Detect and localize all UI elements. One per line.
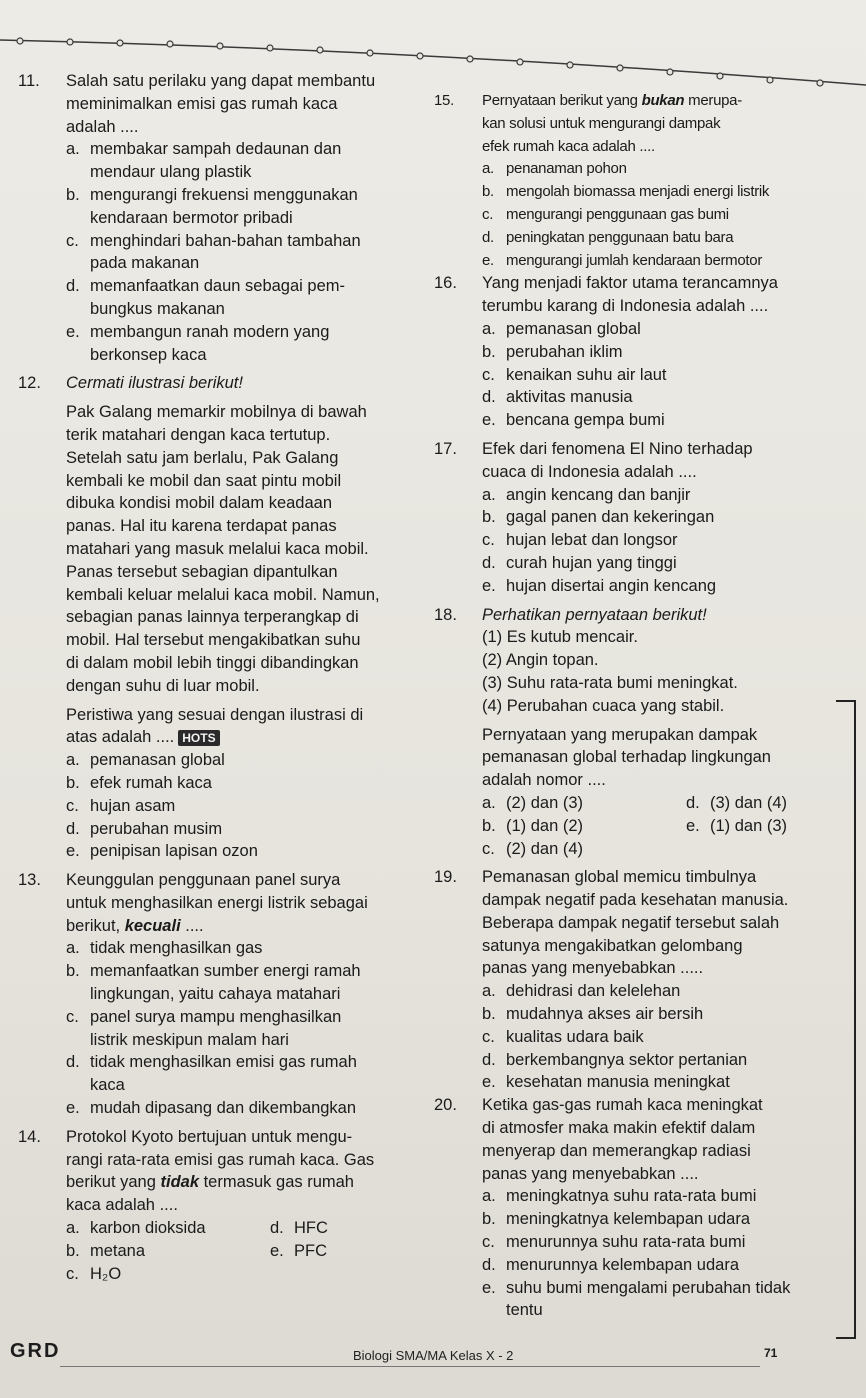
option-row: [482, 792, 825, 815]
option-text: panel surya mampu menghasilkan: [90, 1007, 342, 1026]
option-text: listrik meskipun malam hari: [90, 1030, 289, 1049]
question-number: 11.: [18, 72, 40, 90]
stem-line: untuk menghasilkan energi listrik sebagai: [66, 893, 368, 912]
option-letter: d.: [482, 388, 496, 407]
statement-list: [482, 626, 825, 717]
stem-line: meminimalkan emisi gas rumah kaca: [66, 94, 338, 113]
option-a[interactable]: [66, 749, 422, 772]
question-13: [12, 869, 422, 1120]
statement-text: Suhu rata-rata bumi meningkat.: [506, 673, 738, 692]
option-e[interactable]: [482, 1277, 825, 1323]
option-text: efek rumah kaca: [90, 773, 212, 792]
stem-line: Beberapa dampak negatif tersebut salah: [482, 913, 780, 932]
option-letter: a.: [482, 319, 496, 338]
statement-item: [482, 649, 825, 672]
option-text: berkembangnya sektor pertanian: [506, 1050, 748, 1069]
option-c[interactable]: [66, 1263, 422, 1286]
para-line: matahari yang masuk melalui kaca mobil.: [66, 539, 369, 558]
option-e[interactable]: [66, 840, 422, 863]
question-stem: [482, 724, 825, 792]
option-letter: e.: [270, 1241, 284, 1260]
page-side-frame: [836, 700, 856, 1339]
option-text: pada makanan: [90, 254, 200, 273]
option-letter: d.: [66, 819, 80, 838]
question-stem: [482, 272, 825, 318]
option-letter: e.: [66, 322, 80, 341]
option-b[interactable]: [482, 341, 825, 364]
option-letter: c.: [66, 231, 79, 250]
para-line: Pak Galang memarkir mobilnya di bawah: [66, 403, 367, 422]
question-number: 12.: [18, 374, 41, 393]
option-c[interactable]: [482, 529, 825, 552]
stem-line: atas adalah ....: [66, 728, 175, 747]
question-number: 19.: [434, 868, 457, 887]
option-text: menurunnya suhu rata-rata bumi: [506, 1233, 746, 1252]
question-title: Cermati ilustrasi berikut!: [66, 374, 243, 393]
option-d[interactable]: [482, 1254, 825, 1277]
stem-line: menyerap dan memerangkap radiasi: [482, 1141, 751, 1160]
brand-logo: GRD: [10, 1340, 61, 1362]
option-text: H₂O: [90, 1264, 122, 1283]
option-b[interactable]: [482, 181, 825, 204]
para-line: kembali ke mobil dan saat pintu mobil: [66, 471, 342, 490]
option-letter: b.: [66, 1241, 80, 1260]
option-text: berkonsep kaca: [90, 345, 207, 364]
option-c[interactable]: [66, 1006, 422, 1052]
hots-badge: HOTS: [178, 730, 219, 746]
option-text: membangun ranah modern yang: [90, 322, 330, 341]
option-letter: c.: [66, 1007, 79, 1026]
stem-line: panas yang menyebabkan .....: [482, 959, 704, 978]
option-letter: a.: [66, 1219, 80, 1238]
option-text: (1) dan (3): [710, 816, 788, 835]
option-d[interactable]: [482, 1049, 825, 1072]
option-d[interactable]: [482, 386, 825, 409]
option-a[interactable]: [482, 318, 825, 341]
option-letter: c.: [482, 1027, 495, 1046]
option-text: memanfaatkan sumber energi ramah: [90, 962, 361, 981]
option-letter: b.: [482, 816, 496, 835]
question-stem: [482, 90, 825, 158]
option-text: hujan disertai angin kencang: [506, 576, 717, 595]
question-number: 14.: [18, 1127, 41, 1146]
option-b[interactable]: [482, 1208, 825, 1231]
option-d[interactable]: [482, 552, 825, 575]
question-12: [12, 372, 422, 863]
option-b[interactable]: [482, 815, 686, 838]
option-text: PFC: [294, 1241, 327, 1260]
question-stem: [66, 704, 422, 750]
statement-number: (2): [482, 651, 503, 670]
stem-text: Pernyataan berikut yang: [482, 92, 642, 109]
option-d[interactable]: [66, 818, 422, 841]
question-stem: [66, 70, 422, 138]
para-line: Setelah satu jam berlalu, Pak Galang: [66, 448, 339, 467]
option-e[interactable]: [66, 1097, 422, 1120]
option-text: kesehatan manusia meningkat: [506, 1073, 730, 1092]
option-b[interactable]: [482, 1003, 825, 1026]
para-line: mobil. Hal tersebut mengakibatkan suhu: [66, 631, 361, 650]
stem-line: Yang menjadi faktor utama terancamnya: [482, 274, 778, 293]
option-text: metana: [90, 1241, 146, 1260]
stem-text: merupa-: [684, 92, 742, 109]
option-letter: c.: [482, 531, 495, 550]
stem-text: ....: [180, 916, 204, 935]
option-b[interactable]: [66, 960, 422, 1006]
question-number: 18.: [434, 605, 457, 624]
question-18: [430, 604, 825, 861]
stem-line: panas yang menyebabkan ....: [482, 1164, 699, 1183]
option-letter: d.: [482, 228, 494, 246]
option-c[interactable]: [482, 1026, 825, 1049]
stem-line: Pernyataan yang merupakan dampak: [482, 725, 758, 744]
option-row: [66, 1217, 422, 1240]
stem-text: termasuk gas rumah: [199, 1173, 354, 1192]
option-text: HFC: [294, 1219, 328, 1238]
option-e[interactable]: [482, 250, 825, 273]
option-letter: e.: [482, 411, 496, 430]
option-a[interactable]: [482, 980, 825, 1003]
option-text: kualitas udara baik: [506, 1027, 644, 1046]
option-text: bungkus makanan: [90, 299, 225, 318]
option-a[interactable]: [482, 792, 686, 815]
question-stem: [482, 438, 825, 484]
question-stem: [482, 866, 825, 980]
option-e[interactable]: [482, 575, 825, 598]
option-letter: b.: [66, 773, 80, 792]
option-text: pemanasan global: [90, 751, 225, 770]
stem-line: adalah nomor ....: [482, 771, 606, 790]
option-d[interactable]: [66, 275, 422, 321]
statement-text: Perubahan cuaca yang stabil.: [506, 696, 725, 715]
para-line: Panas tersebut sebagian dipantulkan: [66, 562, 338, 581]
option-text: tentu: [506, 1301, 543, 1320]
option-text: lingkungan, yaitu cahaya matahari: [90, 985, 341, 1004]
stem-line: kaca adalah ....: [66, 1196, 178, 1215]
option-text: pemanasan global: [506, 319, 641, 338]
option-text: menurunnya kelembapan udara: [506, 1255, 739, 1274]
option-text: perubahan iklim: [506, 342, 623, 361]
option-text: karbon dioksida: [90, 1219, 206, 1238]
option-text: mudah dipasang dan dikembangkan: [90, 1099, 357, 1118]
option-d[interactable]: [270, 1217, 328, 1240]
stem-line: satunya mengakibatkan gelombang: [482, 936, 743, 955]
option-letter: b.: [482, 508, 496, 527]
question-stem: [482, 1094, 825, 1185]
question-20: [430, 1094, 825, 1322]
option-letter: e.: [482, 1278, 496, 1297]
option-b[interactable]: [482, 506, 825, 529]
option-c[interactable]: [66, 795, 422, 818]
option-letter: b.: [482, 1005, 496, 1024]
stem-line: rangi rata-rata emisi gas rumah kaca. Gas: [66, 1150, 375, 1169]
option-text: mengurangi frekuensi menggunakan: [90, 185, 358, 204]
question-number: 13.: [18, 871, 41, 890]
book-title: Biologi SMA/MA Kelas X - 2: [353, 1348, 514, 1363]
stem-emphasis: bukan: [641, 92, 685, 109]
option-text: bencana gempa bumi: [506, 411, 665, 430]
stem-line: adalah ....: [66, 117, 139, 136]
option-text: (2) dan (4): [506, 839, 584, 858]
stem-line: dampak negatif pada kesehatan manusia.: [482, 891, 789, 910]
option-text: mengurangi jumlah kendaraan bermotor: [506, 251, 763, 269]
option-letter: d.: [66, 1053, 80, 1072]
option-text: hujan asam: [90, 796, 176, 815]
option-e[interactable]: [482, 1071, 825, 1094]
option-letter: d.: [66, 277, 80, 296]
option-text: aktivitas manusia: [506, 388, 633, 407]
option-text: gagal panen dan kekeringan: [506, 508, 715, 527]
statement-item: [482, 672, 825, 695]
option-letter: b.: [482, 183, 494, 201]
stem-line: Pemanasan global memicu timbulnya: [482, 868, 757, 887]
option-text: peningkatan penggunaan batu bara: [506, 228, 734, 246]
para-line: di dalam mobil lebih tinggi dibandingkan: [66, 653, 359, 672]
statement-number: (1): [482, 628, 503, 647]
option-text: curah hujan yang tinggi: [506, 553, 677, 572]
option-text: penipisan lapisan ozon: [90, 842, 258, 861]
statement-text: Angin topan.: [505, 651, 599, 670]
statement-number: (4): [482, 696, 503, 715]
option-letter: c.: [482, 839, 495, 858]
option-text: tidak menghasilkan gas: [90, 939, 263, 958]
option-letter: e.: [482, 576, 496, 595]
question-17: [430, 438, 825, 598]
option-text: (3) dan (4): [710, 793, 788, 812]
option-letter: c.: [482, 205, 494, 223]
stem-emphasis: kecuali: [124, 916, 181, 935]
footer-divider: [60, 1366, 760, 1367]
option-a[interactable]: [66, 138, 422, 184]
stem-line: Protokol Kyoto bertujuan untuk mengu-: [66, 1127, 353, 1146]
option-letter: d.: [482, 1255, 496, 1274]
question-stem: [66, 869, 422, 937]
option-letter: a.: [482, 982, 496, 1001]
stem-line: efek rumah kaca adalah ....: [482, 137, 655, 155]
option-letter: b.: [482, 1210, 496, 1229]
option-text: mendaur ulang plastik: [90, 163, 252, 182]
right-column: [430, 90, 825, 1322]
stem-line: Peristiwa yang sesuai dengan ilustrasi di: [66, 705, 364, 724]
para-line: terik matahari dengan kaca tertutup.: [66, 425, 331, 444]
option-letter: a.: [66, 140, 80, 159]
stem-emphasis: tidak: [160, 1173, 199, 1192]
option-letter: d.: [686, 793, 700, 812]
option-letter: e.: [482, 1073, 496, 1092]
option-text: kendaraan bermotor pribadi: [90, 208, 293, 227]
option-a[interactable]: [482, 158, 825, 181]
stem-text: berikut,: [66, 916, 125, 935]
option-text: perubahan musim: [90, 819, 223, 838]
stem-line: terumbu karang di Indonesia adalah ....: [482, 297, 769, 316]
statement-item: [482, 695, 825, 718]
para-line: sebagian panas lainnya terperangkap di: [66, 608, 359, 627]
question-number: 17.: [434, 439, 457, 458]
option-letter: e.: [66, 1099, 80, 1118]
option-letter: a.: [482, 1187, 496, 1206]
option-a[interactable]: [66, 937, 422, 960]
option-text: kaca: [90, 1076, 125, 1095]
option-b[interactable]: [66, 184, 422, 230]
statement-number: (3): [482, 673, 503, 692]
option-text: tidak menghasilkan emisi gas rumah: [90, 1053, 357, 1072]
question-number: 15.: [434, 92, 454, 109]
option-c[interactable]: [482, 838, 825, 861]
option-text: meningkatnya kelembapan udara: [506, 1210, 750, 1229]
option-b[interactable]: [66, 772, 422, 795]
option-text: menghindari bahan-bahan tambahan: [90, 231, 361, 250]
option-text: mengurangi penggunaan gas bumi: [506, 205, 729, 223]
stem-line: kan solusi untuk mengurangi dampak: [482, 114, 721, 132]
para-line: dengan suhu di luar mobil.: [66, 676, 260, 695]
option-letter: d.: [482, 553, 496, 572]
option-text: penanaman pohon: [506, 160, 627, 178]
option-letter: c.: [66, 796, 79, 815]
option-text: kenaikan suhu air laut: [506, 365, 667, 384]
question-title: Perhatikan pernyataan berikut!: [482, 605, 707, 624]
option-a[interactable]: [482, 1185, 825, 1208]
option-letter: c.: [482, 365, 495, 384]
option-text: (2) dan (3): [506, 793, 584, 812]
question-15: [430, 90, 825, 272]
option-d[interactable]: [66, 1051, 422, 1097]
para-line: panas. Hal itu karena terdapat panas: [66, 517, 337, 536]
option-letter: b.: [66, 962, 80, 981]
para-line: dibuka kondisi mobil dalam keadaan: [66, 494, 332, 513]
left-column: [12, 70, 422, 1285]
option-e[interactable]: [270, 1240, 327, 1263]
stem-line: Efek dari fenomena El Nino terhadap: [482, 439, 753, 458]
option-text: suhu bumi mengalami perubahan tidak: [506, 1278, 791, 1297]
option-c[interactable]: [482, 1231, 825, 1254]
option-text: mudahnya akses air bersih: [506, 1005, 704, 1024]
option-letter: a.: [66, 939, 80, 958]
question-16: [430, 272, 825, 432]
stem-line: Salah satu perilaku yang dapat membantu: [66, 72, 376, 90]
option-letter: e.: [482, 251, 494, 269]
question-19: [430, 866, 825, 1094]
option-letter: c.: [66, 1264, 79, 1283]
option-letter: a.: [66, 751, 80, 770]
option-c[interactable]: [482, 364, 825, 387]
option-b[interactable]: [66, 1240, 270, 1263]
option-text: hujan lebat dan longsor: [506, 531, 678, 550]
question-11: [12, 70, 422, 366]
option-text: dehidrasi dan kelelehan: [506, 982, 681, 1001]
option-letter: b.: [66, 185, 80, 204]
option-a[interactable]: [482, 484, 825, 507]
option-letter: a.: [482, 793, 496, 812]
question-number: 20.: [434, 1096, 457, 1115]
option-a[interactable]: [66, 1217, 270, 1240]
option-letter: a.: [482, 160, 494, 178]
option-c[interactable]: [482, 204, 825, 227]
option-letter: d.: [482, 1050, 496, 1069]
question-number: 16.: [434, 274, 457, 293]
option-text: meningkatnya suhu rata-rata bumi: [506, 1187, 757, 1206]
statement-text: Es kutub mencair.: [506, 628, 638, 647]
option-e[interactable]: [686, 815, 787, 838]
stem-line: cuaca di Indonesia adalah ....: [482, 462, 697, 481]
option-letter: d.: [270, 1219, 284, 1238]
option-c[interactable]: [66, 230, 422, 276]
question-14: [12, 1126, 422, 1286]
question-stem: [66, 1126, 422, 1217]
option-text: (1) dan (2): [506, 816, 584, 835]
option-text: angin kencang dan banjir: [506, 485, 691, 504]
statement-item: [482, 626, 825, 649]
option-text: membakar sampah dedaunan dan: [90, 140, 342, 159]
option-row: [482, 815, 825, 838]
option-e[interactable]: [66, 321, 422, 367]
illustration-paragraph: [66, 401, 422, 697]
stem-text: berikut yang: [66, 1173, 161, 1192]
stem-line: Keunggulan penggunaan panel surya: [66, 871, 341, 890]
option-letter: c.: [482, 1233, 495, 1252]
option-text: memanfaatkan daun sebagai pem-: [90, 277, 345, 296]
option-letter: e.: [686, 816, 700, 835]
option-letter: e.: [66, 842, 80, 861]
option-d[interactable]: [482, 227, 825, 250]
option-letter: b.: [482, 342, 496, 361]
stem-line: pemanasan global terhadap lingkungan: [482, 748, 771, 767]
page-footer: [0, 1336, 866, 1372]
stem-line: di atmosfer maka makin efektif dalam: [482, 1119, 756, 1138]
page-number: 71: [764, 1346, 778, 1360]
option-e[interactable]: [482, 409, 825, 432]
para-line: kembali keluar melalui kaca mobil. Namun,: [66, 585, 380, 604]
option-row: [66, 1240, 422, 1263]
stem-line: Ketika gas-gas rumah kaca meningkat: [482, 1096, 763, 1115]
option-d[interactable]: [686, 792, 787, 815]
option-letter: a.: [482, 485, 496, 504]
option-text: mengolah biomassa menjadi energi listrik: [506, 183, 770, 201]
